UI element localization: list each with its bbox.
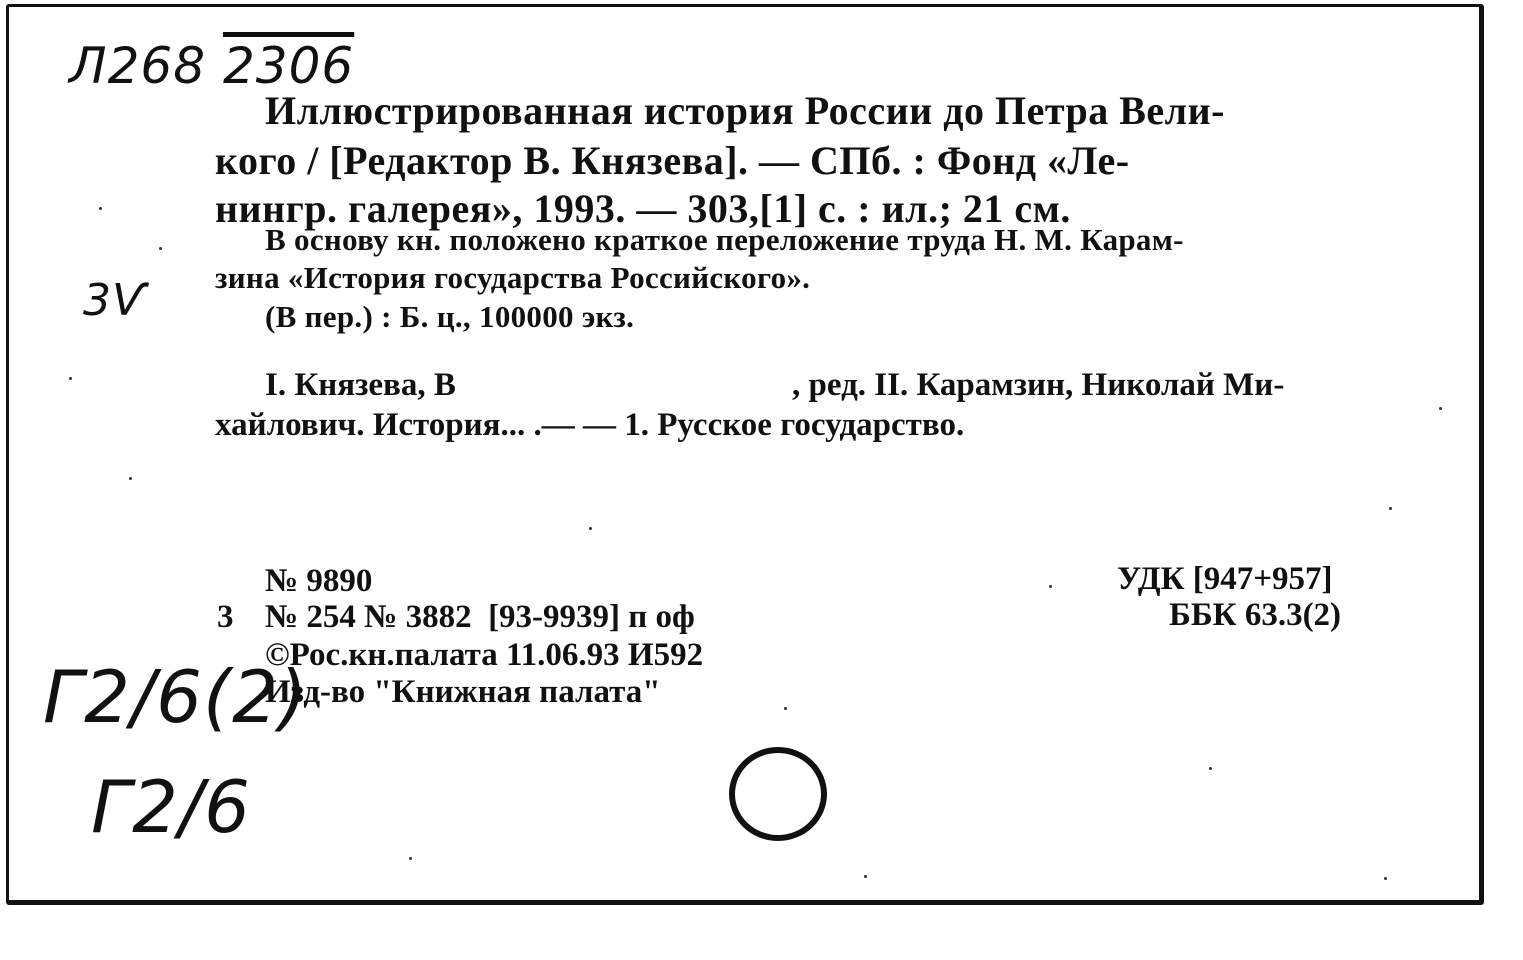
copyright-line: ©Рос.кн.палата 11.06.93 И592 xyxy=(265,637,704,673)
speck xyxy=(409,857,412,860)
speck xyxy=(589,527,592,530)
speck xyxy=(1384,877,1387,880)
accession-line-2: № 254 № 3882 [93-9939] п оф xyxy=(265,599,695,635)
note-line-1: В основу кн. положено краткое переложение труда Н. М. Карам- xyxy=(265,222,1184,257)
speck xyxy=(1439,407,1442,410)
handwritten-call-number-1: Г2/6(2) xyxy=(43,655,308,739)
accession-number: № 9890 xyxy=(265,563,373,599)
tracing-line-1-start: I. Князева, В xyxy=(265,367,456,403)
speck xyxy=(1049,585,1052,588)
speck xyxy=(99,207,102,210)
shelfmark-number: 2306 xyxy=(222,37,355,95)
tracing-line-1-end: , ред. II. Карамзин, Николай Ми- xyxy=(792,367,1285,403)
note-line-2: зина «История государства Российского». xyxy=(215,260,811,295)
punch-hole xyxy=(729,747,827,841)
speck xyxy=(784,707,787,710)
publisher-line: Изд-во "Книжная палата" xyxy=(265,674,661,710)
accession-prefix: 3 xyxy=(217,599,234,635)
title-line-3: нингр. галерея», 1993. — 303,[1] с. : ил.; 21 см. xyxy=(215,186,1071,231)
speck xyxy=(69,377,72,380)
speck xyxy=(1209,767,1212,770)
udk-code: УДК [947+957] xyxy=(1117,561,1333,597)
catalog-card xyxy=(6,4,1484,905)
handwritten-call-number-2: Г2/6 xyxy=(91,765,251,849)
title-line-2: кого / [Редактор В. Князева]. — СПб. : Фонд «Ле- xyxy=(215,138,1130,183)
speck xyxy=(1389,507,1392,510)
speck xyxy=(159,247,162,250)
handwritten-margin-note: 3Ѵ xyxy=(83,275,148,326)
speck xyxy=(129,477,132,480)
binding-price-line: (В пер.) : Б. ц., 100000 экз. xyxy=(265,299,635,334)
speck xyxy=(864,875,867,878)
tracing-line-2: хайлович. История... .— — 1. Русское государство. xyxy=(215,407,965,443)
title-line-1: Иллюстрированная история России до Петра Вели- xyxy=(265,88,1225,133)
bbk-code: ББК 63.3(2) xyxy=(1169,597,1342,633)
shelfmark-prefix: Л268 xyxy=(69,37,207,95)
